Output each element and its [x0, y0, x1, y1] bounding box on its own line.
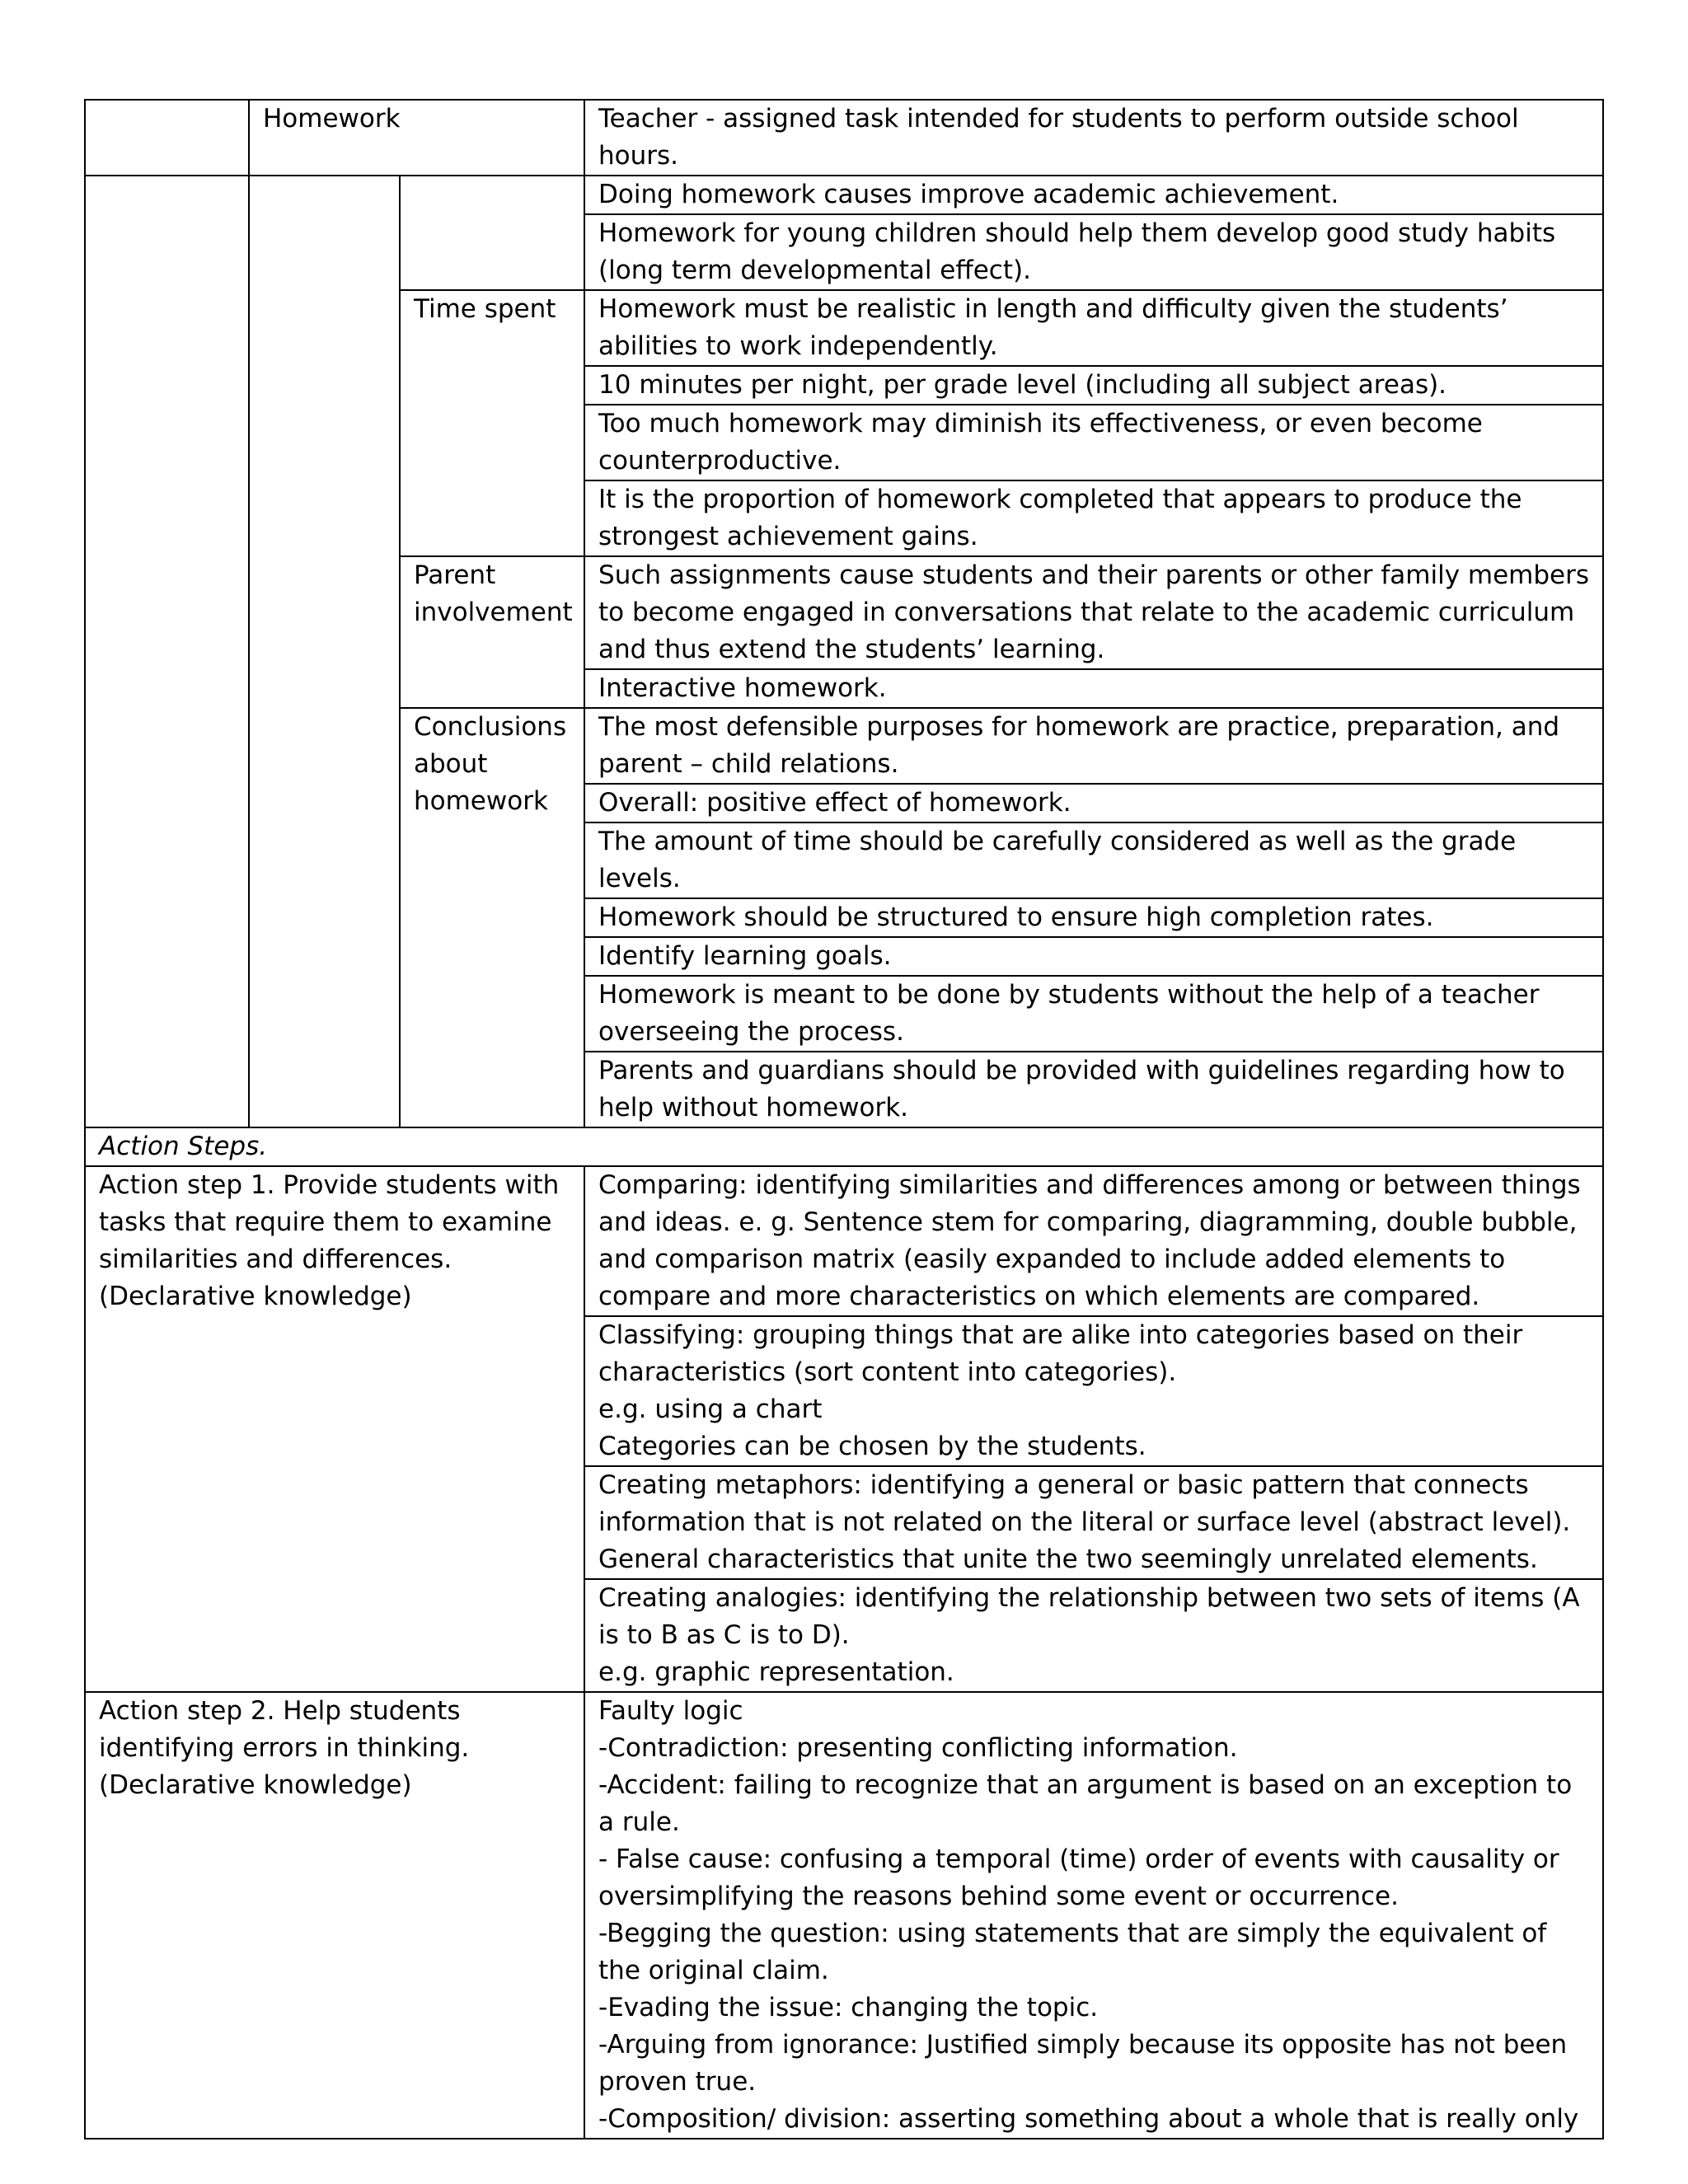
table-cell: The amount of time should be carefully considered as well as the grade levels.: [584, 823, 1603, 898]
table-cell: 10 minutes per night, per grade level (including all subject areas).: [584, 366, 1603, 405]
table-cell: Homework should be structured to ensure high completion rates.: [584, 898, 1603, 937]
table-cell: Parents and guardians should be provided with guidelines regarding how to help without homework.: [584, 1052, 1603, 1127]
list-item: -Begging the question: using statements that are simply the equivalent of the original claim.: [598, 1919, 1555, 1985]
empty-cell: [249, 176, 400, 1127]
table-row: [85, 176, 1603, 214]
faulty-logic-cell: [584, 1692, 1603, 2139]
table-cell: Interactive homework.: [584, 669, 1603, 708]
empty-cell: [400, 176, 584, 290]
list-item: -Composition/ division: asserting something about a whole that is really only: [598, 2104, 1579, 2134]
parent-involvement-label: Parent involvement: [400, 556, 584, 708]
list-item: -Accident: failing to recognize that an argument is based on an exception to a rule.: [598, 1770, 1581, 1837]
table-cell: Homework for young children should help them develop good study habits (long term developmental effect).: [584, 214, 1603, 290]
action-step-2-label: Action step 2. Help students identifying errors in thinking. (Declarative knowledge): [85, 1692, 584, 2139]
conclusions-label: Conclusions about homework: [400, 708, 584, 1127]
faulty-logic-heading: Faulty logic: [598, 1696, 743, 1726]
empty-cell: [85, 176, 249, 1127]
table-cell: Homework must be realistic in length and difficulty given the students’ abilities to work independently.: [584, 290, 1603, 366]
table-cell: Creating metaphors: identifying a general or basic pattern that connects information that is not related on the literal or surface level (abstract level). General characteristics that unite the two seemingly unrelated elements.: [584, 1466, 1603, 1579]
time-spent-label: Time spent: [400, 290, 584, 556]
notes-table: [84, 99, 1604, 2139]
list-item: - False cause: confusing a temporal (time) order of events with causality or oversimplifying the reasons behind some event or occurrence.: [598, 1844, 1568, 1911]
table-cell: Homework is meant to be done by students without the help of a teacher overseeing the process.: [584, 976, 1603, 1052]
table-cell: Doing homework causes improve academic achievement.: [584, 176, 1603, 214]
homework-heading: Homework: [249, 100, 584, 176]
homework-definition: Teacher - assigned task intended for students to perform outside school hours.: [584, 100, 1603, 176]
table-cell: Overall: positive effect of homework.: [584, 784, 1603, 823]
action-steps-heading: Action Steps.: [85, 1127, 1603, 1166]
list-item: -Arguing from ignorance: Justified simply because its opposite has not been proven true.: [598, 2030, 1576, 2097]
action-step-1-label: Action step 1. Provide students with tasks that require them to examine similarities and differences. (Declarative knowledge): [85, 1166, 584, 1692]
table-cell: It is the proportion of homework completed that appears to produce the strongest achievement gains.: [584, 480, 1603, 556]
table-cell: Comparing: identifying similarities and differences among or between things and ideas. e. g. Sentence stem for comparing, diagramming, double bubble, and comparison matrix (easily expanded to include added elements to compare and more characteristics on which elements are compared.: [584, 1166, 1603, 1316]
table-cell: Identify learning goals.: [584, 937, 1603, 976]
table-cell: Too much homework may diminish its effectiveness, or even become counterproductive.: [584, 405, 1603, 480]
list-item: -Contradiction: presenting conflicting information.: [598, 1733, 1238, 1763]
table-row: [85, 100, 1603, 176]
table-row: [85, 1692, 1603, 2139]
table-row: [85, 1127, 1603, 1166]
table-cell: Such assignments cause students and their parents or other family members to become engaged in conversations that relate to the academic curriculum and thus extend the students’ learning.: [584, 556, 1603, 669]
table-row: [85, 1166, 1603, 1316]
table-cell: Classifying: grouping things that are alike into categories based on their characteristics (sort content into categories). e.g. using a chart Categories can be chosen by the students.: [584, 1316, 1603, 1466]
list-item: -Evading the issue: changing the topic.: [598, 1993, 1099, 2022]
table-cell: Creating analogies: identifying the relationship between two sets of items (A is to B as C is to D). e.g. graphic representation.: [584, 1579, 1603, 1692]
empty-cell: [85, 100, 249, 176]
table-cell: The most defensible purposes for homework are practice, preparation, and parent – child relations.: [584, 708, 1603, 784]
